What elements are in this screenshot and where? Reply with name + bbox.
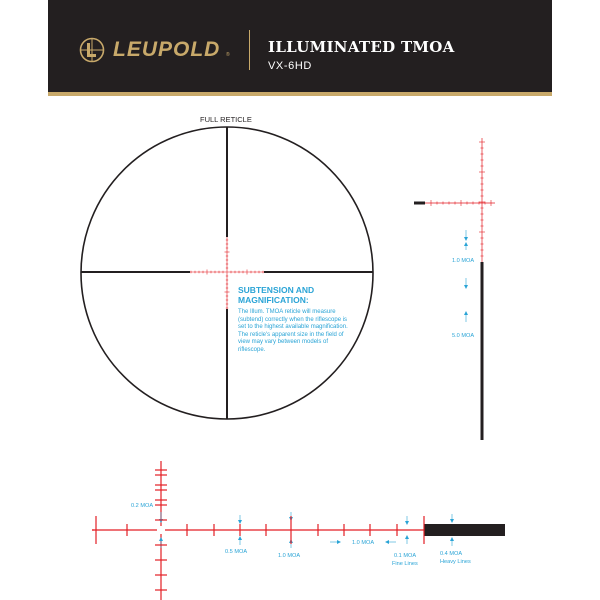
brand-trademark: ® xyxy=(226,52,230,58)
label-heavy-value: 0.4 MOA xyxy=(440,551,463,557)
label-0.5moa: 0.5 MOA xyxy=(225,549,248,555)
subtension-title: SUBTENSION AND MAGNIFICATION: xyxy=(238,285,315,305)
page-subtitle: VX-6HD xyxy=(268,60,312,72)
brand-name: LEUPOLD xyxy=(113,38,221,61)
page-title: ILLUMINATED TMOA xyxy=(268,38,455,56)
vertical-label-1moa: 1.0 MOA xyxy=(452,258,475,264)
label-1.0moa-a: 1.0 MOA xyxy=(278,553,301,559)
label-heavy-name: Heavy Lines xyxy=(440,559,471,565)
label-fine-name: Fine Lines xyxy=(392,561,418,567)
label-0.2moa: 0.2 MOA xyxy=(131,503,154,509)
vertical-label-5moa: 5.0 MOA xyxy=(452,333,475,339)
heavy-line-bar xyxy=(424,524,505,536)
full-reticle-label: FULL RETICLE xyxy=(200,115,252,124)
label-fine-value: 0.1 MOA xyxy=(394,553,417,559)
subtension-body: The Illum. TMOA reticle will measure (subtend) correctly when the riflescope is set to the highest available magnification. The reticle's apparent size in the field of view may vary between models of riflescope. xyxy=(238,309,348,353)
horizontal-detail-group xyxy=(92,461,505,600)
center-gap xyxy=(157,526,165,534)
label-1.0moa-b: 1.0 MOA xyxy=(352,540,375,546)
